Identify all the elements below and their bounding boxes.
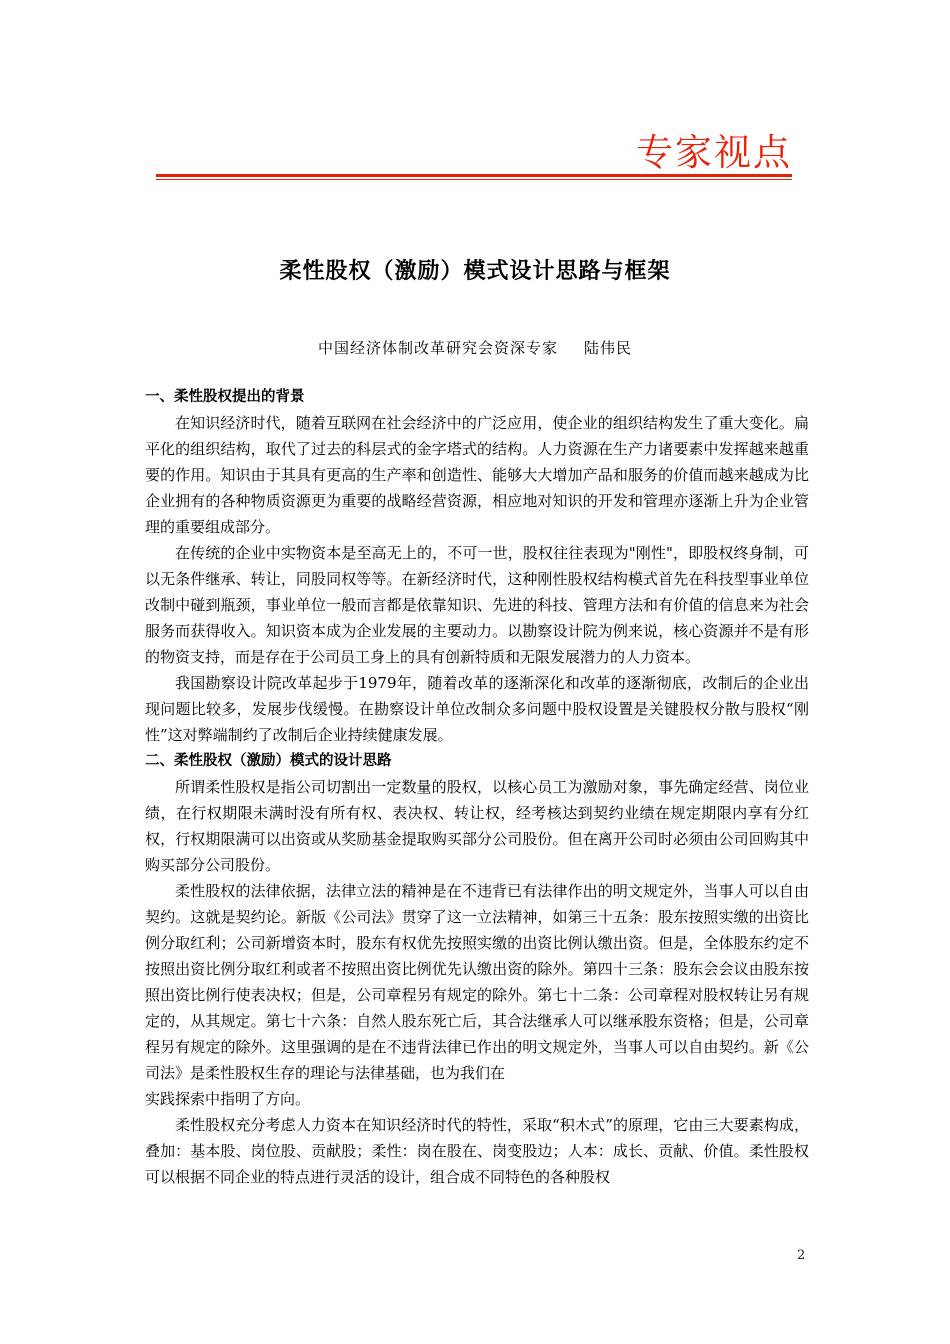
- paragraph: 所谓柔性股权是指公司切割出一定数量的股权，以核心员工为激励对象，事先确定经营、岗位业绩，在行权期限未满时没有所有权、表决权、转让权，经考核达到契约业绩在规定期限内享有分红权，行权期限满可以出资或从奖励基金提取购买部分公司股份。但在离开公司时必须由公司回购其中购买部分公司股份。: [145, 778, 809, 874]
- paragraph: 柔性股权充分考虑人力资本在知识经济时代的特性，采取“积木式”的原理，它由三大要素构成，叠加：基本股、岗位股、贡献股；柔性：岗在股在、岗变股边；人本：成长、贡献、价值。柔性股权可以根据不同企业的特点进行灵活的设计，组合成不同特色的各种股权: [145, 1116, 809, 1186]
- paragraph: 我国勘察设计院改革起步于1979年，随着改革的逐渐深化和改革的逐渐彻底，改制后的企业出现问题比较多，发展步伐缓慢。在勘察设计单位改制众多问题中股权设置是关键股权分散与股权“刚性”这对弊端制约了改制后企业持续健康发展。: [145, 674, 809, 744]
- document-title: 柔性股权（激励）模式设计思路与框架: [279, 259, 671, 284]
- body-text: [145, 384, 809, 1190]
- paragraph: 柔性股权的法律依据，法律立法的精神是在不违背已有法律作出的明文规定外，当事人可以自由契约。这就是契约论。新版《公司法》贯穿了这一立法精神，如第三十五条：股东按照实缴的出资比例分取红利；公司新增资本时，股东有权优先按照实缴的出资比例认缴出资。但是，全体股东约定不按照出资比例分取红利或者不按照出资比例优先认缴出资的除外。第四十三条：股东会会议由股东按照出资比例行使表决权；但是，公司章程另有规定的除外。第七十二条：公司章程对股权转让另有规定的，从其规定。第七十六条：自然人股东死亡后，其合法继承人可以继承股东资格；但是，公司章程另有规定的除外。这里强调的是在不违背法律已作出的明文规定外，当事人可以自由契约。新《公司法》是柔性股权生存的理论与法律基础，也为我们在: [145, 882, 809, 1082]
- author-affiliation: 中国经济体制改革研究会资深专家: [317, 339, 558, 357]
- paragraph: 在知识经济时代，随着互联网在社会经济中的广泛应用，使企业的组织结构发生了重大变化。扁平化的组织结构，取代了过去的科层式的金字塔式的结构。人力资源在生产力诸要素中发挥越来越重要的作用。知识由于其具有更高的生产率和创造性、能够大大增加产品和服务的价值而越来越成为比企业拥有的各种物质资源更为重要的战略经营资源，相应地对知识的开发和管理亦逐渐上升为企业管理的重要组成部分。: [145, 414, 809, 536]
- header-rule-thick: [156, 174, 792, 177]
- column-title: 专家视点: [636, 131, 792, 174]
- section-heading-design: 二、柔性股权（激励）模式的设计思路: [145, 753, 392, 769]
- section-heading-background: 一、柔性股权提出的背景: [145, 389, 305, 405]
- header-rule-thin: [156, 179, 792, 180]
- author-line: [0, 337, 950, 358]
- author-name: 陆伟民: [584, 339, 633, 357]
- paragraph: 在传统的企业中实物资本是至高无上的，不可一世，股权往往表现为"刚性"，即股权终身制，可以无条件继承、转让，同股同权等等。在新经济时代，这种刚性股权结构模式首先在科技型事业单位改制中碰到瓶颈，事业单位一般而言都是依靠知识、先进的科技、管理方法和有价值的信息来为社会服务而获得收入。知识资本成为企业发展的主要动力。以勘察设计院为例来说，核心资源并不是有形的物资支持，而是存在于公司员工身上的具有创新特质和无限发展潜力的人力资本。: [145, 544, 809, 666]
- paragraph-continuation: 实践探索中指明了方向。: [145, 1090, 311, 1108]
- page-number: 2: [797, 1248, 806, 1263]
